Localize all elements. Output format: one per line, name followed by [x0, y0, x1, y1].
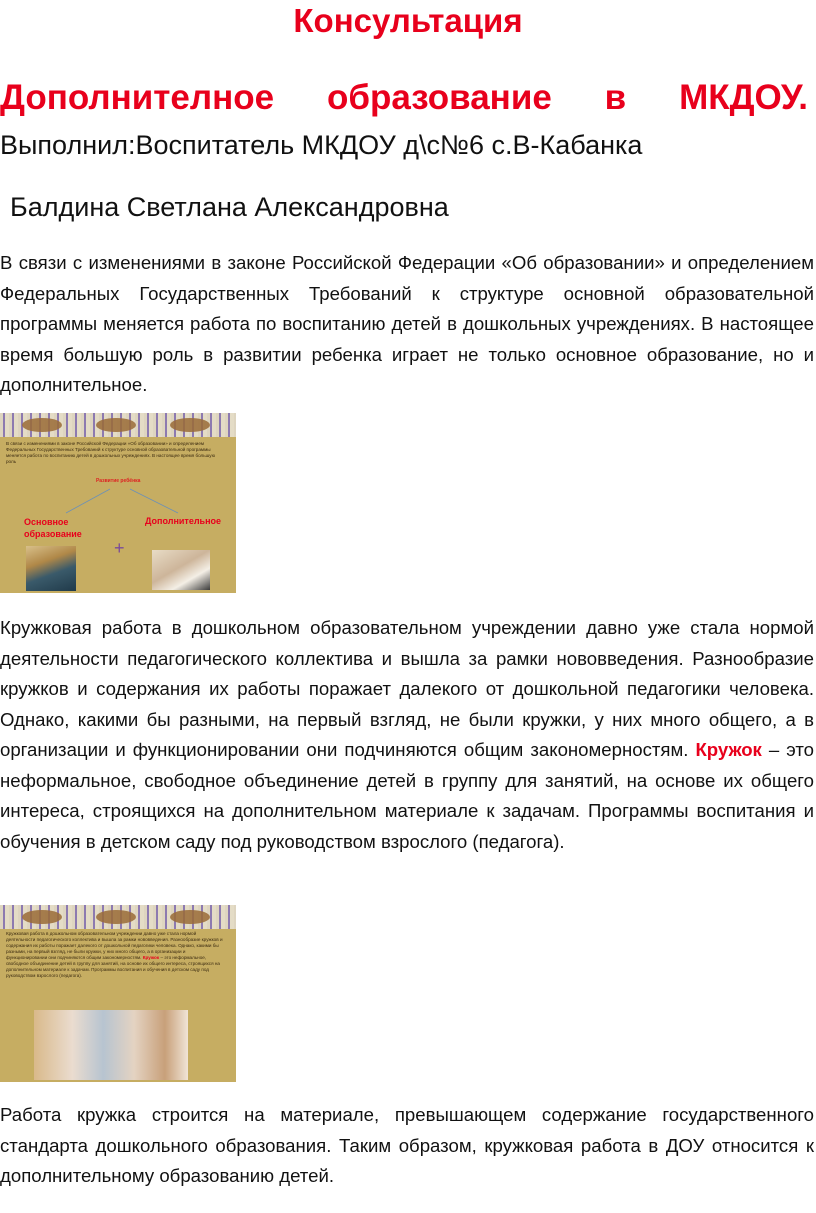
slide-text: В связи с изменениями в законе Российской Федерации «Об образовании» и определением Федеральных Государственных Требований к структуре основной образовательной программы меняется работа по воспитанию детей в дошкольных учреждениях. В настоящее время большую роль [6, 441, 216, 464]
slide-text [6, 931, 226, 979]
label-main-education: Основное образование [24, 517, 82, 539]
paragraph-circle-work-text: Кружковая работа в дошкольном образовательном учреждении давно уже стала нормой деятельности педагогического коллектива и вышла за рамки нововведения. Разнообразие кружков и содержания их работы поражает далекого от дошкольной педагогики человека. Однако, какими бы разными, на первый взгляд, не были кружки, у них много общего, а в организации и функционировании они подчиняются общим закономерностям. [0, 617, 814, 760]
label-extra-education: Дополнительное [145, 516, 222, 526]
photo-children-activity [34, 1010, 188, 1080]
paragraph-circle-work [0, 613, 814, 857]
plus-sign: + [114, 538, 125, 558]
slide-decorative-strip [0, 905, 236, 929]
term-kruzhok: Кружок [695, 739, 762, 760]
slide-text-main: Кружковая работа в дошкольном образовательном учреждении давно уже стала нормой деятельности педагогического коллектива и вышла за рамки нововведения. Разнообразие кружков и содержания их работы поражает далекого от дошкольной педагогики человека. Однако, какими бы разными, на первый взгляд, не были кружки, у них много общего, а в организации и функционировании они подчиняются общим закономерностям. [6, 931, 223, 960]
photo-boy-studying [26, 546, 76, 591]
diagram-caption: Развитие ребёнка [96, 478, 141, 484]
paragraph-conclusion: Работа кружка строится на материале, превышающем содержание государственного стандарта дошкольного образования. Таким образом, кружковая работа в ДОУ относится к дополнительному образованию детей. [0, 1104, 814, 1186]
paragraph-intro: В связи с изменениями в законе Российской Федерации «Об образовании» и определением Федеральных Государственных Требований к структуре основной образовательной программы меняется работа по воспитанию детей в дошкольных учреждениях. В настоящее время большую роль в развитии ребенка играет не только основное образование, но и дополнительное. [0, 252, 814, 395]
paragraph-circle-work-definition: – это неформальное, свободное объединение детей в группу для занятий, на основе их общего интереса, строящихся на дополнительном материале к задачам. Программы воспитания и обучения в детском саду под руководством взрослого (педагога). [0, 739, 814, 852]
document-title: Консультация [293, 2, 523, 39]
slide-term-kruzhok: Кружок [142, 955, 160, 960]
author-name: Балдина Светлана Александровна [10, 192, 449, 222]
photo-child-chess [152, 550, 210, 590]
slide-image-education-types [0, 413, 236, 593]
slide-text-definition: – это неформальное, свободное объединение детей в группу для занятий, на основе их общего интереса, строящихся на дополнительном материале к задачам. Программы воспитания и обучения в детском саду под руководством взрослого (педагога). [6, 955, 220, 978]
document-heading: Дополнителное образование в МКДОУ. [0, 78, 808, 117]
author-line: Выполнил:Воспитатель МКДОУ д\с№6 с.В-Кабанка [0, 130, 643, 160]
